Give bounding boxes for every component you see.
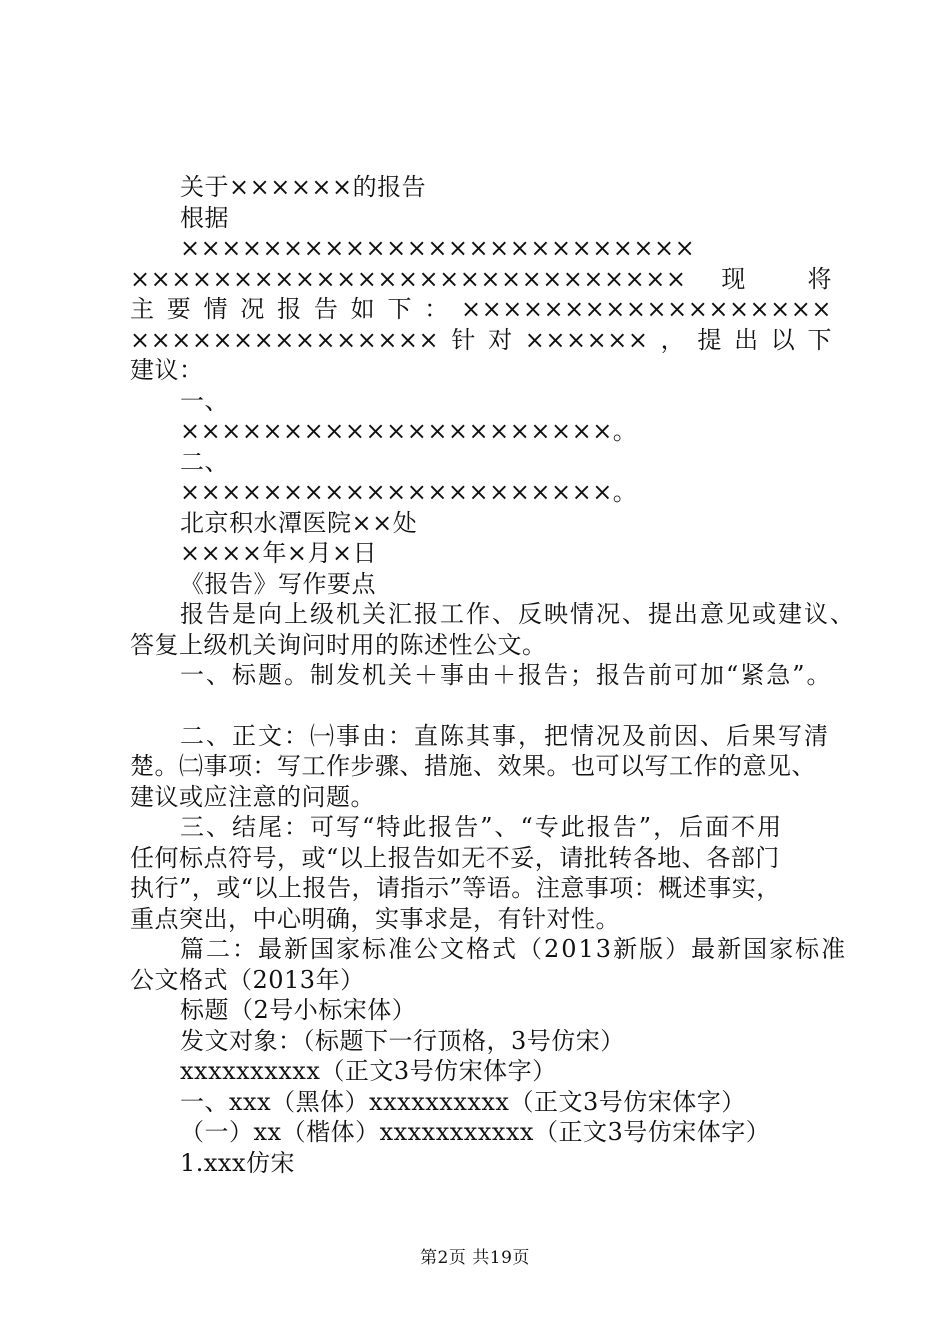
paragraph-line: ××××××××××××××××××××××××××× 现 将 [130,264,832,293]
list-item-number: 一、 [180,386,229,415]
paragraph-line: xxxxxxxxxx（正文3号仿宋体字） [180,1057,557,1085]
paragraph-line: 公文格式（2013年） [130,965,365,994]
paragraph-line: 1.xxx仿宋 [180,1148,296,1177]
list-item-number: 二、 [180,447,229,476]
paragraph-line: 报告是向上级机关汇报工作、反映情况、提出意见或建议、 [180,600,856,628]
paragraph-line: 答复上级机关询问时用的陈述性公文。 [130,630,547,659]
page-number: 第2页 共19页 [420,1248,530,1268]
paragraph-line: 篇二：最新国家标准公文格式（2013新版）最新国家标准 [180,935,848,963]
report-title: 关于××××××的报告 [180,173,427,201]
paragraph-line: 楚。㈡事项：写工作步骤、措施、效果。也可以写工作的意见、 [130,752,816,780]
blank-line [130,691,832,721]
paragraph-line: ×××××××××××××××针对××××××，提出以下 [130,325,832,354]
paragraph-line: 一、标题。制发机关＋事由＋报告；报告前可加“紧急”。 [180,661,833,689]
paragraph-line: 标题（2号小标宋体） [180,996,417,1024]
paragraph-line: 一、xxx（黑体）xxxxxxxxxx（正文3号仿宋体字） [180,1087,746,1116]
paragraph-line: ××××××××××××××××××××××××× [180,234,696,262]
paragraph-line: 重点突出，中心明确，实事求是，有针对性。 [130,904,620,933]
paragraph-line: 根据 [180,203,229,232]
list-item-text: ×××××××××××××××××××××。 [180,417,638,445]
paragraph-line: 执行”，或“以上报告，请指示”等语。注意事项：概述事实， [130,874,781,902]
paragraph-line: 主要情况报告如下：×××××××××××××××××× [130,295,832,323]
paragraph-line: （一）xx（楷体）xxxxxxxxxxx（正文3号仿宋体字） [180,1118,771,1146]
paragraph-line: 任何标点符号，或“以上报告如无不妥，请批转各地、各部门 [130,843,780,872]
paragraph-line: 三、结尾：可写“特此报告”、“专此报告”，后面不用 [180,813,784,841]
signature-date: ××××年×月×日 [180,539,378,567]
paragraph-line: 二、正文：㈠事由：直陈其事，把情况及前因、后果写清 [180,721,830,750]
signature-organization: 北京积水潭医院××处 [180,508,418,537]
paragraph-line: 发文对象：（标题下一行顶格，3号仿宋） [180,1026,625,1055]
section-heading: 《报告》写作要点 [180,569,376,598]
paragraph-line: 建议或应注意的问题。 [130,782,375,811]
paragraph-line: 建议： [130,356,204,384]
list-item-text: ×××××××××××××××××××××。 [180,478,638,506]
document-body [130,172,856,1178]
